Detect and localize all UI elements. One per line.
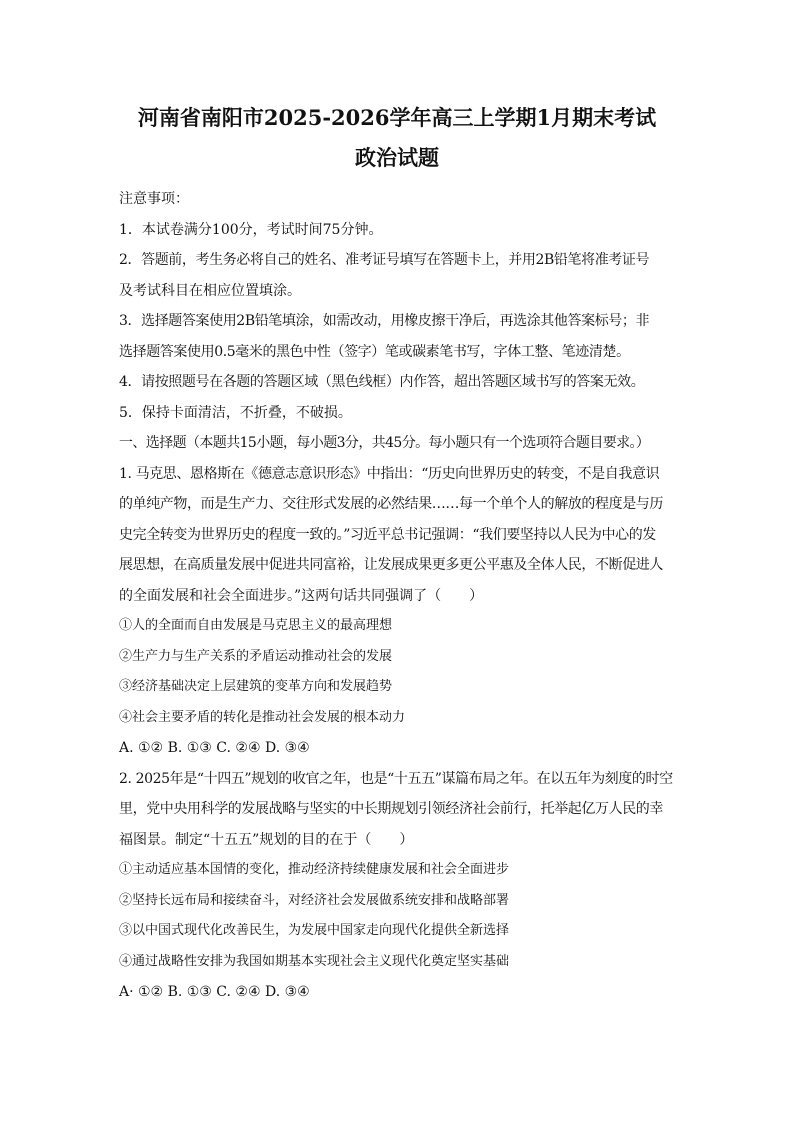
question-option: ①人的全面而自由发展是马克思主义的最高理想 [119,618,393,633]
page-subtitle: 政治试题 [355,145,439,170]
question-option: ①主动适应基本国情的变化，推动经济持续健康发展和社会全面进步 [119,862,510,877]
note-line: 5．保持卡面清洁，不折叠，不破损。 [119,404,352,421]
question-option: ④社会主要矛盾的转化是推动社会发展的根本动力 [119,709,406,725]
question-stem-line: 福图景。制定“十五五”规划的目的在于（ ） [119,831,414,848]
question-option: ③经济基础决定上层建筑的变革方向和发展趋势 [119,679,393,694]
question-option: ②生产力与生产关系的矛盾运动推动社会的发展 [119,648,393,664]
question-stem-line: 展思想，在高质量发展中促进共同富裕，让发展成果更多更公平惠及全体人民，不断促进人 [119,557,663,573]
note-line: 4．请按照题号在各题的答题区域（黑色线框）内作答，超出答题区域书写的答案无效。 [119,374,645,390]
question-stem-line: 里，党中央用科学的发展战略与坚实的中长期规划引领经济社会前行，托举起亿万人民的幸 [119,801,663,817]
note-line: 及考试科目在相应位置填涂。 [119,282,301,299]
question-stem-line: 1. 马克思、恩格斯在《德意志意识形态》中指出：“历史向世界历史的转变，不是自我意识 [119,465,660,482]
question-stem-line: 的全面发展和社会全面进步。”这两句话共同强调了（ ） [119,587,484,604]
note-line: 3．选择题答案使用2B铅笔填涂，如需改动，用橡皮擦干净后，再选涂其他答案标号；非 [119,313,650,329]
document-body [119,184,679,1008]
note-line: 选择题答案使用0.5毫米的黑色中性（签字）笔或碳素笔书写，字体工整、笔迹清楚。 [119,343,630,360]
answer-choices: A· ①② B. ①③ C. ②④ D. ③④ [119,984,310,1000]
page-title: 河南省南阳市2025-2026学年高三上学期1月期末考试 [137,105,657,130]
question-2 [119,764,679,1008]
question-stem-line: 的单纯产物，而是生产力、交往形式发展的必然结果……每一个单个人的解放的程度是与历 [119,496,663,512]
note-line: 2．答题前，考生务必将自己的姓名、准考证号填写在答题卡上，并用2B铅笔将准考证号 [119,252,650,268]
question-option: ②坚持长远布局和接续奋斗，对经济社会发展做系统安排和战略部署 [119,892,510,908]
question-1 [119,459,679,764]
question-option: ④通过战略性安排为我国如期基本实现社会主义现代化奠定坚实基础 [119,953,510,969]
question-stem-line: 史完全转变为世界历史的程度一致的。”习近平总书记强调：“我们要坚持以人民为中心的发 [119,526,656,543]
notes-heading: 注意事项： [119,191,189,207]
note-line: 1．本试卷满分100分，考试时间75分钟。 [119,221,383,238]
question-option: ③以中国式现代化改善民生，为发展中国家走向现代化提供全新选择 [119,923,510,938]
answer-choices: A. ①② B. ①③ C. ②④ D. ③④ [119,740,310,756]
question-stem-line: 2. 2025年是“十四五”规划的收官之年，也是“十五五”谋篇布局之年。在以五年为刻度的时空 [119,770,673,787]
section-heading: 一、选择题（本题共15小题，每小题3分，共45分。每小题只有一个选项符合题目要求。） [119,435,650,451]
